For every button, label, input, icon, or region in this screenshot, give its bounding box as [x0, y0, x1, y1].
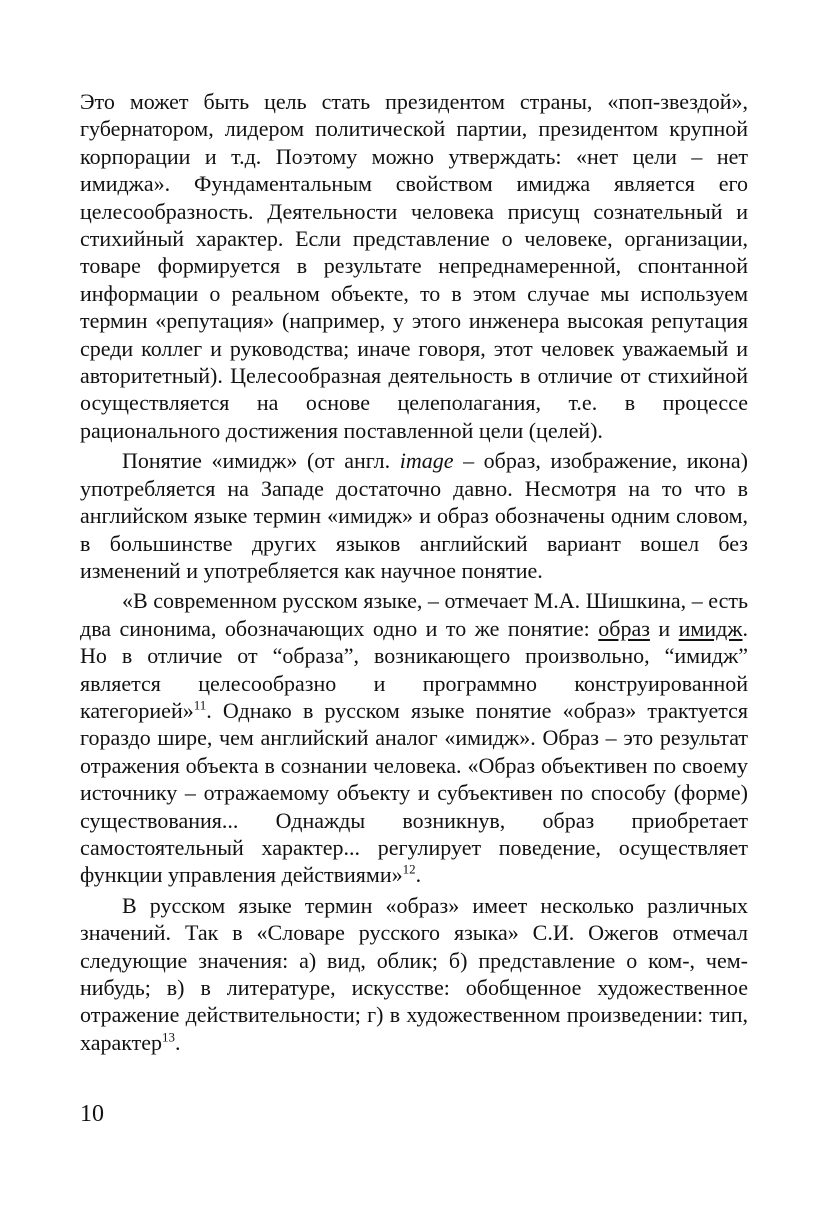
text-block [80, 88, 748, 1056]
paragraph-3 [80, 587, 748, 888]
paragraph-3-text-4: . [415, 862, 422, 888]
paragraph-1 [80, 88, 748, 444]
paragraph-4-end: . [175, 1029, 181, 1055]
footnote-ref-13: 13 [162, 1029, 176, 1045]
footnote-ref-12: 12 [402, 862, 416, 878]
underlined-term-obraz: образ [598, 615, 650, 641]
paragraph-2 [80, 447, 748, 584]
underlined-term-imidzh: имидж [678, 615, 743, 641]
paragraph-2-text-end: – образ, изображение, икона) употребляется на Западе достаточно давно. Несмотря на то что в английском языке термин «имидж» и образ обозначены одним словом, в большинстве других языков английский вариант вошел без изменений и употребляется как научное понятие. [80, 448, 748, 583]
paragraph-4-text: В русском языке термин «образ» имеет несколько различных значений. Так в «Словаре русского языка» С.И. Ожегов отмечал следующие значения: а) вид, облик; б) представление о ком-, чем-нибудь; в) в литературе, искусстве: обобщенное художественное отражение действительности; г) в художественном произведении: тип, характер [80, 892, 748, 1055]
paragraph-3-conjunction: и [649, 615, 679, 641]
paragraph-3-text-3: . Однако в русском языке понятие «образ» трактуется гораздо шире, чем английский аналог «имидж». Образ – это результат отражения объекта в сознании человека. «Образ объективен по своему источнику – отражаемому объекту и субъективен по способу (форме) существования... Однажды возникнув, образ приобретает самостоятельный характер... регулирует поведение, осуществляет функции управления действиями» [80, 697, 748, 888]
paragraph-2-text-start: Понятие «имидж» (от англ. [122, 448, 400, 474]
italic-term-image: image [399, 448, 454, 474]
paragraph-3-text-1: «В современном русском языке, – отмечает М.А. Шишкина, – есть два синонима, обозначающих одно и то же понятие: [80, 588, 748, 641]
paragraph-4 [80, 892, 748, 1056]
footnote-ref-11: 11 [193, 697, 207, 713]
paragraph-3-text-2: . Но в отличие от “образа”, возникающего произвольно, “имидж” является целесообразно и программно конструированной категорией» [80, 615, 748, 723]
page-body [80, 88, 748, 1056]
paragraph-1-text: Это может быть цель стать президентом страны, «поп-звездой», губернатором, лидером политической партии, президентом крупной корпорации и т.д. Поэтому можно утверждать: «нет цели – нет имиджа». Фундаментальным свойством имиджа является его целесообразность. Деятельности человека присущ сознательный и стихийный характер. Если представление о человеке, организации, товаре формируется в результате непреднамеренной, спонтанной информации о реальном объекте, то в этом случае мы используем термин «репутация» (например, у этого инженера высокая репутация среди коллег и руководства; иначе говоря, этот человек уважаемый и авторитетный). Целесообразная деятельность в отличие от стихийной осуществляется на основе целеполагания, т.е. в процессе рационального достижения поставленной цели (целей). [80, 89, 748, 443]
page-number: 10 [80, 1101, 104, 1127]
